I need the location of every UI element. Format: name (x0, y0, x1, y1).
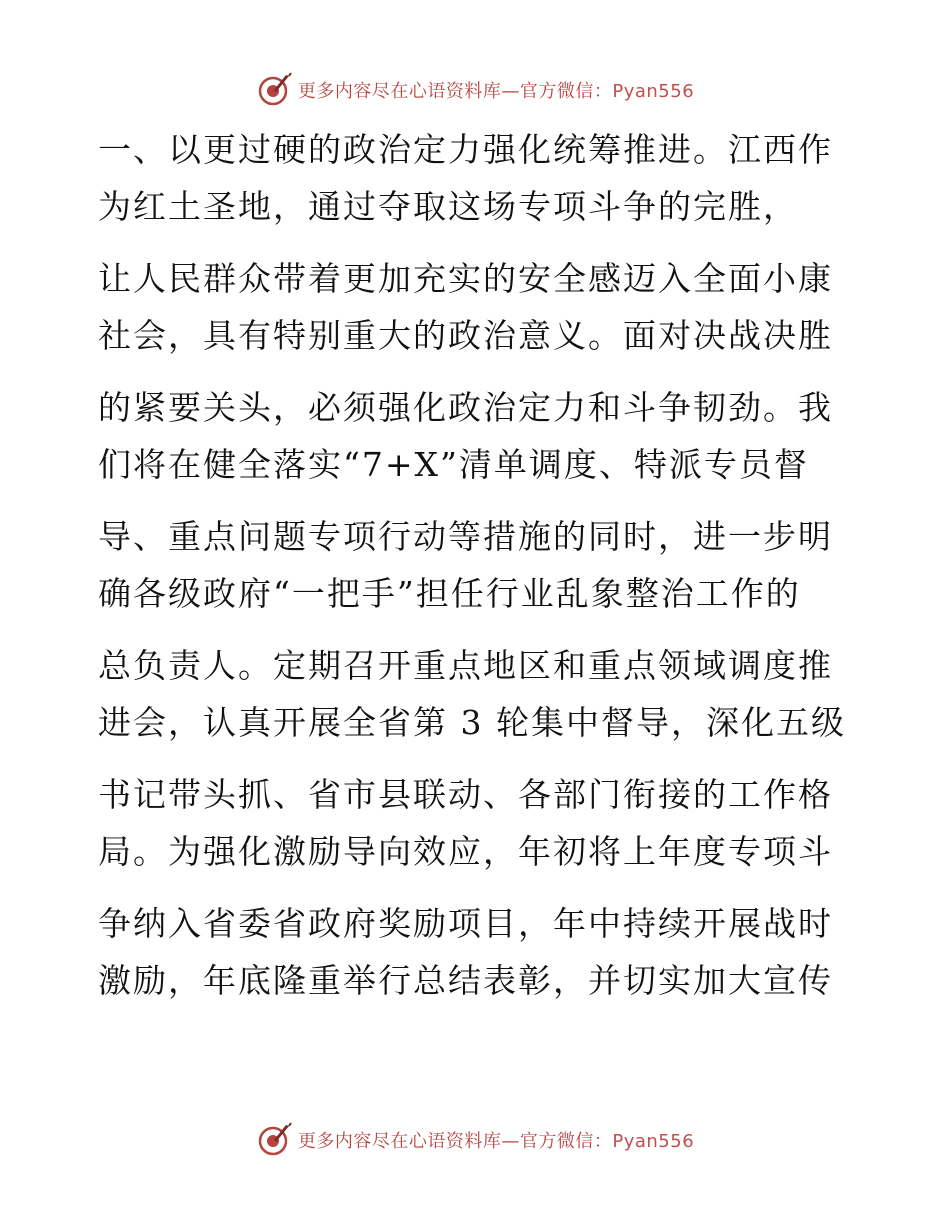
body-line: 激励，年底隆重举行总结表彰，并切实加大宣传 (98, 961, 833, 1000)
footer-banner (0, 1118, 950, 1162)
body-line: 确各级政府“一把手”担任行业乱象整治工作的 (98, 574, 801, 613)
body-line: 让人民群众带着更加充实的安全感迈入全面小康 (98, 259, 833, 298)
banner-text: 更多内容尽在心语资料库—官方微信： (297, 81, 613, 102)
body-line: 社会，具有特别重大的政治意义。面对决战决胜 (98, 316, 833, 355)
body-line: 导、重点问题专项行动等措施的同时，进一步明 (98, 517, 833, 556)
banner-wechat-id: Pyan556 (612, 1131, 695, 1152)
body-line: 一、以更过硬的政治定力强化统筹推进。江西作 (98, 130, 833, 169)
body-line: 进会，认真开展全省第 3 轮集中督导，深化五级 (98, 703, 846, 742)
body-line: 争纳入省委省政府奖励项目，年中持续开展战时 (98, 904, 833, 943)
body-line: 为红土圣地，通过夺取这场专项斗争的完胜， (98, 187, 798, 226)
header-banner (0, 68, 950, 112)
body-line: 总负责人。定期召开重点地区和重点领域调度推 (98, 646, 833, 685)
banner-text: 更多内容尽在心语资料库—官方微信： (297, 1131, 613, 1152)
banner-wechat-id: Pyan556 (612, 81, 695, 102)
quill-seal-icon (256, 1122, 292, 1158)
body-line: 局。为强化激励导向效应，年初将上年度专项斗 (98, 832, 833, 871)
body-line: 书记带头抓、省市县联动、各部门衔接的工作格 (98, 775, 833, 814)
body-line: 们将在健全落实“7+X”清单调度、特派专员督 (98, 445, 809, 484)
quill-seal-icon (256, 72, 292, 108)
body-line: 的紧要关头，必须强化政治定力和斗争韧劲。我 (98, 388, 833, 427)
